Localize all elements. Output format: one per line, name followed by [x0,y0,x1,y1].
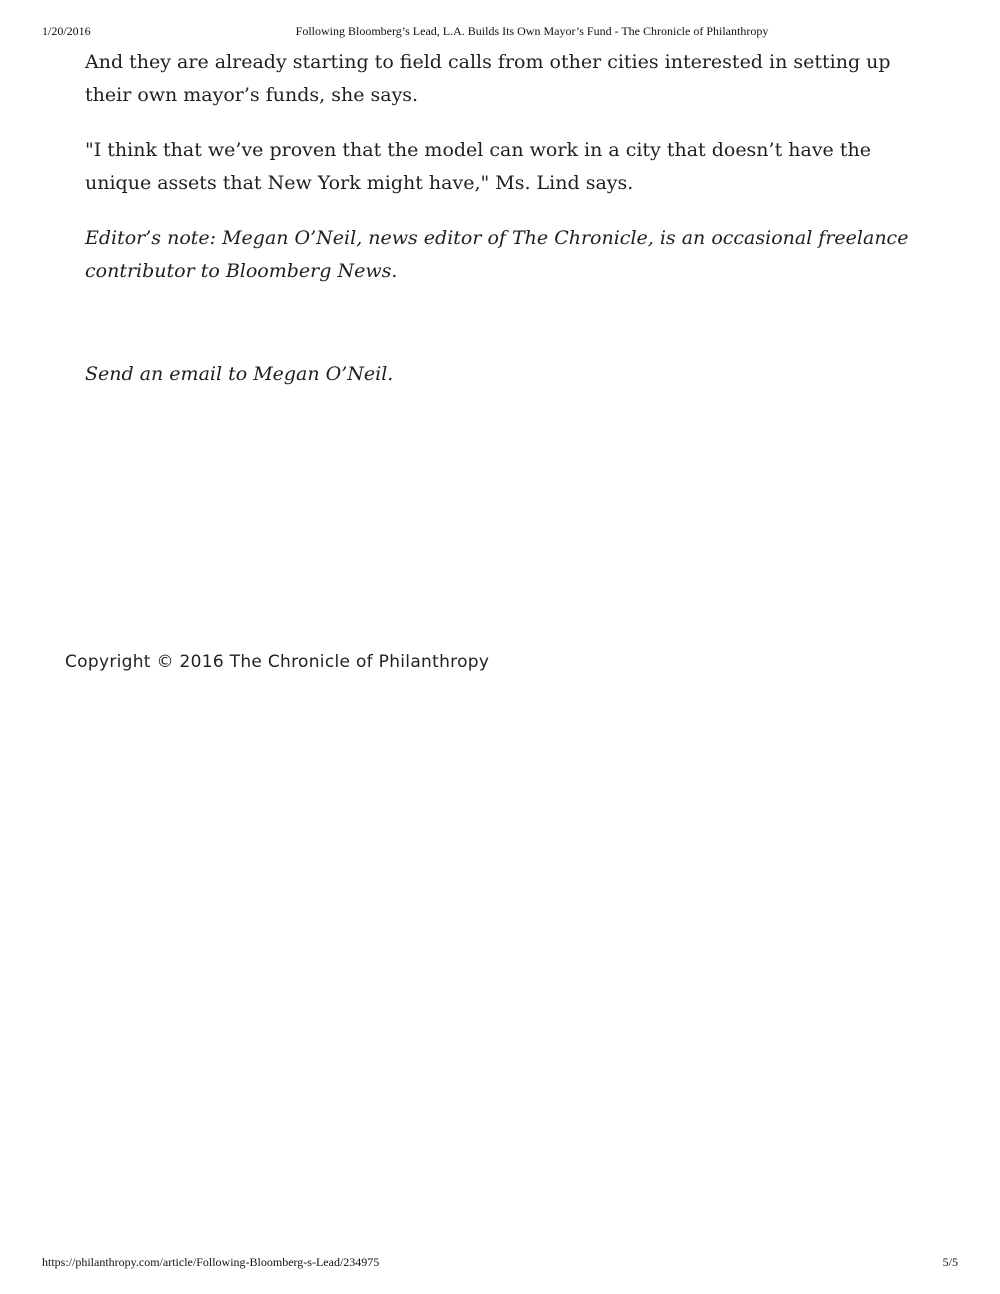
page-number: 5/5 [942,1255,958,1269]
article-paragraph: "I think that we’ve proven that the model can work in a city that doesn’t have the unique assets that New York might have," Ms. Lind says. [85,139,871,194]
print-url: https://philanthropy.com/article/Following-Bloomberg-s-Lead/234975 [42,1255,380,1269]
article-paragraph: And they are already starting to field calls from other cities interested in setting up their own mayor’s funds, she says. [85,51,891,106]
print-date: 1/20/2016 [42,24,91,38]
print-page-title: Following Bloomberg’s Lead, L.A. Builds Its Own Mayor’s Fund - The Chronicle of Philanthropy [295,24,769,38]
copyright-notice: Copyright © 2016 The Chronicle of Philanthropy [65,652,490,672]
article-body [85,46,925,310]
email-author-link[interactable]: Send an email to Megan O’Neil. [85,363,394,385]
editors-note: Editor’s note: Megan O’Neil, news editor of The Chronicle, is an occasional freelance contributor to Bloomberg News. [85,227,909,282]
